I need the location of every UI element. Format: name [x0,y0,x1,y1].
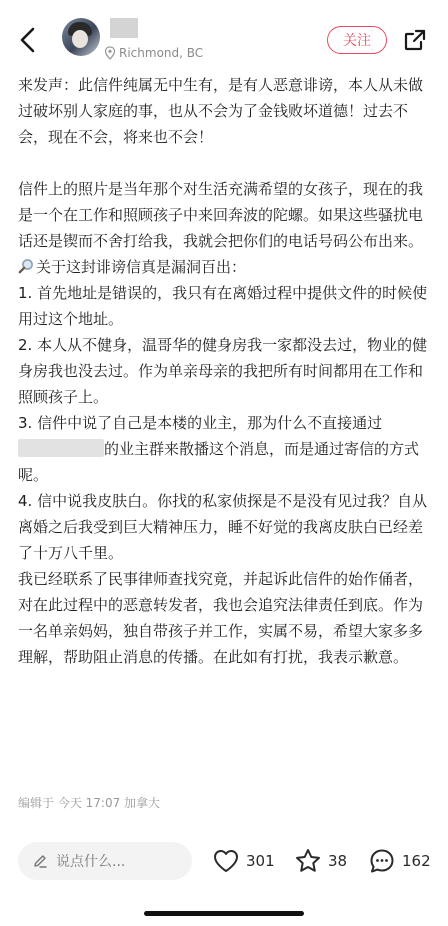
edited-timestamp: 编辑于 今天 17:07 加拿大 [18,796,161,810]
list-item: 1. 首先地址是错误的，我只有在离婚过程中提供文件的时候使用过这个地址。 [18,284,428,328]
comment-input[interactable] [18,842,192,880]
list-item: 3. 信件中说了自己是本楼的业主，那为什么不直接通过的业主群来散播这个消息，而是通过寄信的方式呢。 [18,414,420,484]
like-button[interactable] [212,846,275,876]
blurred-username [110,18,138,38]
comment-bubble-icon [368,847,396,875]
like-count: 301 [246,852,275,870]
share-icon[interactable] [403,28,427,52]
home-indicator [144,911,304,916]
location-text: Richmond, BC [119,46,204,60]
favorite-button[interactable] [294,846,347,876]
favorite-count: 38 [328,852,348,870]
post-content [18,72,432,670]
magnifier-icon [18,258,34,274]
location-label [104,44,203,62]
paragraph-conclusion: 我已经联系了民事律师查找究竟，并起诉此信件的始作俑者，对在此过程中的恶意转发者，我也会追究法律责任到底。作为一名单亲妈妈，独自带孩子并工作，实属不易，希望大家多多理解，帮助阻止消息的传播。在此如有打扰，我表示歉意。 [18,570,424,666]
follow-button[interactable]: 关注 [327,26,387,54]
avatar[interactable] [62,18,100,56]
back-arrow-icon[interactable] [16,26,40,54]
location-pin-icon [104,46,116,60]
paragraph-statement: 来发声：此信件纯属无中生有，是有人恶意诽谤，本人从未做过破坏别人家庭的事，也从不会为了金钱败坏道德！过去不会，现在不会，将来也不会！ [18,76,424,146]
pencil-icon [32,853,48,869]
paragraph-intro: 关于这封诽谤信真是漏洞百出： [18,254,432,280]
blurred-building-name [18,439,104,457]
list-item: 2. 本人从不健身，温哥华的健身房我一家都没去过，物业的健身房我也没去过。作为单亲母亲的我把所有时间都用在工作和照顾孩子上。 [18,336,428,406]
comment-count: 162 [402,852,431,870]
paragraph-photo: 信件上的照片是当年那个对生活充满希望的女孩子，现在的我是一个在工作和照顾孩子中来回奔波的陀螺。如果这些骚扰电话还是锲而不舍打给我，我就会把你们的电话号码公布出来。 [18,180,424,250]
comment-button[interactable] [368,846,431,876]
list-item: 4. 信中说我皮肤白。你找的私家侦探是不是没有见过我？自从离婚之后我受到巨大精神压力，睡不好觉的我离皮肤白已经差了十万八千里。 [18,492,428,562]
star-icon [294,847,322,875]
heart-icon [212,847,240,875]
comment-placeholder: 说点什么... [56,854,126,870]
top-bar [0,0,448,80]
